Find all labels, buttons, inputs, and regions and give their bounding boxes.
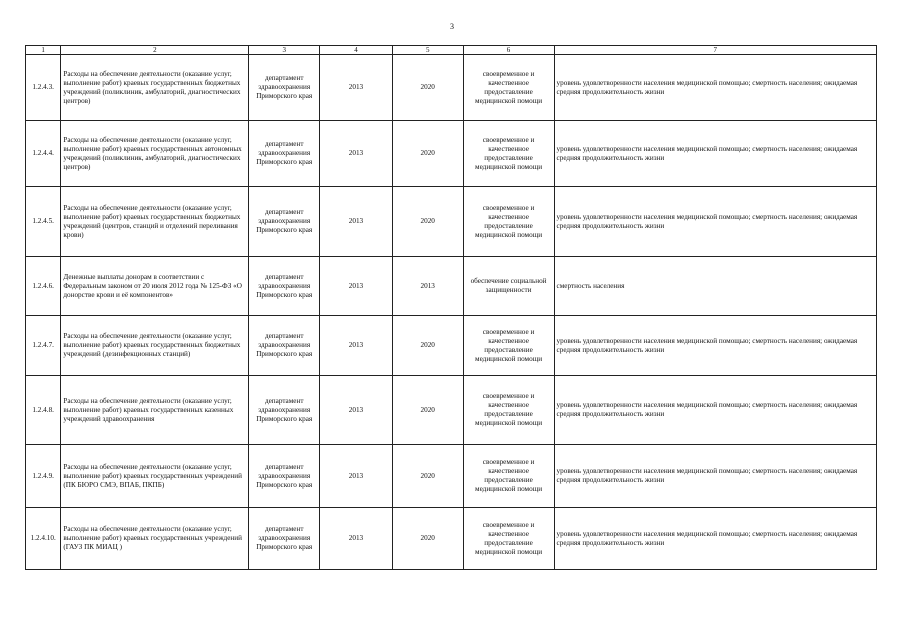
column-header-1: 1 [26,46,61,55]
table-row [26,508,877,570]
activity-description: Денежные выплаты донорам в соответствии с Федеральным законом от 20 июля 2012 года № 125-ФЗ «О донорстве крови и её компонентов» [61,257,249,316]
responsible-executor: департамент здравоохранения Приморского края [249,121,320,187]
responsible-executor: департамент здравоохранения Приморского края [249,257,320,316]
activity-description: Расходы на обеспечение деятельности (оказание услуг, выполнение работ) краевых государственных учреждений (ГАУЗ ПК МИАЦ ) [61,508,249,570]
expected-result: своевременное и качественное предоставление медицинской помощи [463,508,554,570]
activity-description: Расходы на обеспечение деятельности (оказание услуг, выполнение работ) краевых государственных казенных учреждений здравоохранения [61,376,249,445]
column-header-7: 7 [554,46,876,55]
activity-description: Расходы на обеспечение деятельности (оказание услуг, выполнение работ) краевых государственных бюджетных учреждений (дезинфекционных станций) [61,316,249,376]
end-year: 2020 [392,376,463,445]
target-indicators: уровень удовлетворенности населения медицинской помощью; смертность населения; ожидаемая средняя продолжительность жизни [554,445,876,508]
expected-result: своевременное и качественное предоставление медицинской помощи [463,316,554,376]
responsible-executor: департамент здравоохранения Приморского края [249,376,320,445]
start-year: 2013 [320,121,393,187]
end-year: 2020 [392,508,463,570]
table-row [26,316,877,376]
responsible-executor: департамент здравоохранения Приморского края [249,55,320,121]
row-number: 1.2.4.10. [26,508,61,570]
table-row [26,121,877,187]
row-number: 1.2.4.6. [26,257,61,316]
row-number: 1.2.4.5. [26,187,61,257]
start-year: 2013 [320,508,393,570]
expected-result: своевременное и качественное предоставление медицинской помощи [463,55,554,121]
row-number: 1.2.4.4. [26,121,61,187]
end-year: 2013 [392,257,463,316]
activity-description: Расходы на обеспечение деятельности (оказание услуг, выполнение работ) краевых государственных бюджетных учреждений (центров, станций и отделений переливания крови) [61,187,249,257]
target-indicators: уровень удовлетворенности населения медицинской помощью; смертность населения; ожидаемая средняя продолжительность жизни [554,376,876,445]
expected-result: своевременное и качественное предоставление медицинской помощи [463,121,554,187]
responsible-executor: департамент здравоохранения Приморского края [249,508,320,570]
expected-result: своевременное и качественное предоставление медицинской помощи [463,445,554,508]
target-indicators: уровень удовлетворенности населения медицинской помощью; смертность населения; ожидаемая средняя продолжительность жизни [554,508,876,570]
column-header-4: 4 [320,46,393,55]
table-row [26,55,877,121]
start-year: 2013 [320,376,393,445]
column-header-6: 6 [463,46,554,55]
target-indicators: уровень удовлетворенности населения медицинской помощью; смертность населения; ожидаемая средняя продолжительность жизни [554,55,876,121]
table-row [26,187,877,257]
expected-result: своевременное и качественное предоставление медицинской помощи [463,376,554,445]
column-header-5: 5 [392,46,463,55]
end-year: 2020 [392,55,463,121]
row-number: 1.2.4.7. [26,316,61,376]
responsible-executor: департамент здравоохранения Приморского края [249,187,320,257]
end-year: 2020 [392,121,463,187]
start-year: 2013 [320,257,393,316]
target-indicators: уровень удовлетворенности населения медицинской помощью; смертность населения; ожидаемая средняя продолжительность жизни [554,316,876,376]
page-number: 3 [450,22,454,31]
column-header-2: 2 [61,46,249,55]
start-year: 2013 [320,445,393,508]
expected-result: своевременное и качественное предоставление медицинской помощи [463,187,554,257]
target-indicators: уровень удовлетворенности населения медицинской помощью; смертность населения; ожидаемая средняя продолжительность жизни [554,187,876,257]
start-year: 2013 [320,55,393,121]
expected-result: обеспечение социальной защищенности [463,257,554,316]
row-number: 1.2.4.8. [26,376,61,445]
table-row [26,257,877,316]
target-indicators: уровень удовлетворенности населения медицинской помощью; смертность населения; ожидаемая средняя продолжительность жизни [554,121,876,187]
target-indicators: смертность населения [554,257,876,316]
column-header-3: 3 [249,46,320,55]
table-row [26,376,877,445]
activity-description: Расходы на обеспечение деятельности (оказание услуг, выполнение работ) краевых государственных автономных учреждений (поликлиник, амбулаторий, диагностических центров) [61,121,249,187]
activity-description: Расходы на обеспечение деятельности (оказание услуг, выполнение работ) краевых государственных бюджетных учреждений (поликлиник, амбулаторий, диагностических центров) [61,55,249,121]
row-number: 1.2.4.3. [26,55,61,121]
row-number: 1.2.4.9. [26,445,61,508]
start-year: 2013 [320,316,393,376]
start-year: 2013 [320,187,393,257]
header-row [26,46,877,55]
end-year: 2020 [392,316,463,376]
table-row [26,445,877,508]
responsible-executor: департамент здравоохранения Приморского края [249,316,320,376]
end-year: 2020 [392,187,463,257]
activities-table [25,45,877,570]
end-year: 2020 [392,445,463,508]
activity-description: Расходы на обеспечение деятельности (оказание услуг, выполнение работ) краевых государственных учреждений (ПК БЮРО СМЭ, ВПАБ, ПКПБ) [61,445,249,508]
responsible-executor: департамент здравоохранения Приморского края [249,445,320,508]
